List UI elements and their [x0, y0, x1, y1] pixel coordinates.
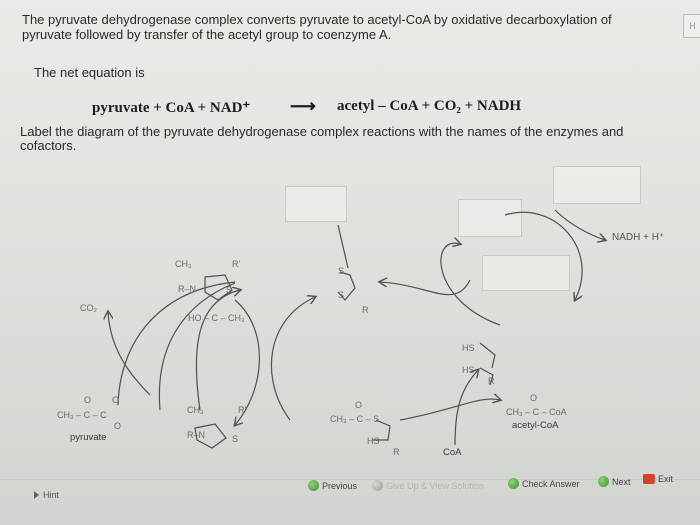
acetyl-coa-label: acetyl-CoA: [512, 420, 559, 431]
next-icon: [598, 476, 609, 487]
give-up-label: Give Up & View Solution: [386, 480, 484, 491]
exit-icon: [643, 474, 655, 484]
co2-label: CO₂: [80, 303, 97, 313]
equation-lhs: pyruvate + CoA + NAD⁺: [92, 100, 251, 116]
hint-toggle[interactable]: [34, 490, 59, 500]
label-drop-target-2[interactable]: [458, 199, 522, 237]
tpp-mid-ch3: CH₃: [187, 405, 204, 415]
arrow-label-pointer: [338, 225, 348, 268]
tpp-top-s: S: [226, 285, 233, 295]
acetyl-lipoamide: CH₃ – C – S: [330, 414, 380, 424]
arrow-reduced-lipoamide: [380, 280, 470, 295]
arrow-co2-release: [108, 312, 150, 395]
arrow-acetyl-transfer: [400, 399, 500, 420]
equation-arrow: ⟶: [290, 96, 316, 116]
previous-label: Previous: [322, 480, 358, 491]
side-tab[interactable]: H: [683, 14, 700, 38]
pyruvate-carbonyl-o2: O: [112, 395, 120, 405]
tpp-mid-r: R': [238, 405, 247, 415]
coa-label: CoA: [443, 447, 462, 458]
give-up-button[interactable]: [372, 480, 484, 491]
acetyl-lipoamide-o: O: [355, 400, 363, 410]
check-answer-button[interactable]: [508, 478, 580, 489]
dihydrolipoamide-r: R: [488, 376, 495, 386]
pyruvate-structure: CH₃ – C – C: [57, 410, 107, 420]
nadh-label: NADH + H⁺: [612, 232, 665, 243]
previous-icon: [308, 480, 319, 491]
question-line-2: cofactors.: [20, 138, 77, 153]
lipoamide-s1: S: [338, 266, 345, 276]
arrow-lipoamide-cycle: [271, 297, 315, 420]
net-equation-label: The net equation is: [34, 65, 145, 80]
tpp-top-r: R': [232, 259, 241, 269]
intro-text: [22, 12, 682, 42]
hint-label: Hint: [43, 490, 60, 500]
label-drop-target-3[interactable]: [553, 166, 641, 204]
equation-rhs: acetyl – CoA + CO₂ + NADH: [337, 98, 522, 114]
arrow-tpp-cycle-right: [196, 290, 240, 410]
question-line-1: Label the diagram of the pyruvate dehydrogenase complex reactions with the names of the enzymes and: [20, 124, 624, 139]
check-answer-label: Check Answer: [522, 478, 580, 489]
question-text: [20, 125, 680, 153]
arrow-tpp-cycle-left: [118, 282, 235, 405]
exit-label: Exit: [658, 474, 674, 484]
hydroxyethyl-tpp: HO – C – CH₃: [188, 313, 245, 323]
check-answer-icon: [508, 478, 519, 489]
acetyl-coa-structure: CH₃ – C – CoA: [506, 407, 567, 417]
next-button[interactable]: [598, 476, 631, 487]
label-drop-target-1[interactable]: [285, 186, 347, 222]
arrow-pyruvate-up: [159, 283, 235, 410]
lipoamide-s2: S: [338, 290, 345, 300]
exit-button[interactable]: [643, 474, 673, 484]
arrow-nadh-out: [555, 210, 605, 240]
pyruvate-carbonyl-o1: O: [84, 395, 92, 405]
previous-button[interactable]: [308, 480, 357, 491]
label-drop-target-4[interactable]: [482, 255, 570, 291]
next-label: Next: [612, 476, 631, 487]
acetyl-lipoamide-r: R: [393, 447, 400, 457]
intro-line-2: pyruvate followed by transfer of the acetyl group to coenzyme A.: [22, 27, 392, 42]
dihydrolipoamide-hs-b: HS: [462, 365, 475, 375]
arrow-coa-in: [455, 370, 478, 445]
tpp-mid-s: S: [232, 434, 239, 444]
acetyl-lipoamide-hs: HS: [367, 436, 380, 446]
pyruvate-label: pyruvate: [70, 432, 107, 443]
hint-expand-icon: [34, 491, 39, 499]
content-area: [22, 12, 682, 116]
pyruvate-carbonyl-o3: O: [114, 421, 122, 431]
tpp-mid-rn: R–N: [187, 430, 206, 440]
give-up-icon: [372, 480, 383, 491]
lipoamide-r: R: [362, 305, 369, 315]
dihydrolipoamide-hs-a: HS: [462, 343, 475, 353]
tpp-top-rn: R–N: [178, 284, 197, 294]
acetyl-coa-o: O: [530, 393, 538, 403]
hs-bracket-a: [480, 343, 495, 368]
tpp-top-ch3: CH₃: [175, 259, 192, 269]
intro-line-1: The pyruvate dehydrogenase complex converts pyruvate to acetyl-CoA by oxidative decarboxylation of: [22, 12, 612, 27]
